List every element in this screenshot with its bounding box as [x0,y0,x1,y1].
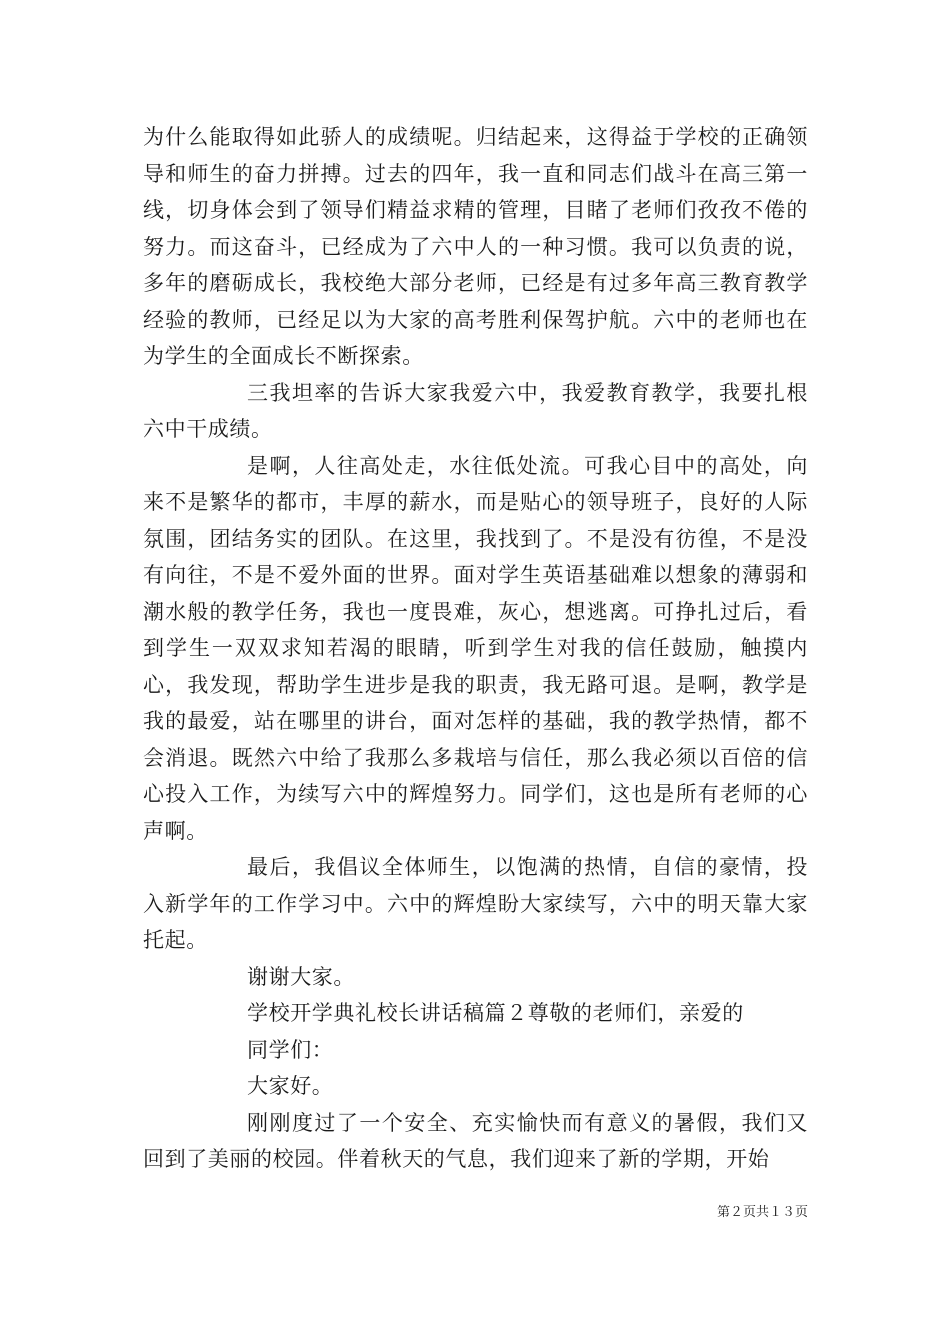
paragraph-5: 谢谢大家。 [247,964,355,989]
page-number-footer: 第２页共１３页 [716,1205,808,1220]
paragraph-7: 同学们： [247,1037,334,1062]
paragraph-9: 刚刚度过了一个安全、充实愉快而有意义的暑假，我们又回到了美丽的校园。伴着秋天的气息，我们迎来了新的学期，开始 [143,1110,808,1171]
document-body [143,119,808,1178]
paragraph-2: 三我坦率的告诉大家我爱六中，我爱教育教学，我要扎根六中干成绩。 [143,380,808,441]
paragraph-8: 大家好。 [247,1074,334,1098]
paragraph-6: 学校开学典礼校长讲话稿篇２尊敬的老师们，亲爱的 [247,1001,744,1025]
paragraph-1: 为什么能取得如此骄人的成绩呢。归结起来，这得益于学校的正确领导和师生的奋力拼搏。过去的四年，我一直和同志们战斗在高三第一线，切身体会到了领导们精益求精的管理，目睹了老师们孜孜不倦的努力。而这奋斗，已经成为了六中人的一种习惯。我可以负责的说，多年的磨砺成长，我校绝大部分老师，已经是有过多年高三教育教学经验的教师，已经足以为大家的高考胜利保驾护航。六中的老师也在为学生的全面成长不断探索。 [143,125,808,368]
paragraph-3: 是啊，人往高处走，水往低处流。可我心目中的高处，向来不是繁华的都市，丰厚的薪水，而是贴心的领导班子，良好的人际氛围，团结务实的团队。在这里，我找到了。不是没有彷徨，不是没有向往，不是不爱外面的世界。面对学生英语基础难以想象的薄弱和潮水般的教学任务，我也一度畏难，灰心，想逃离。可挣扎过后，看到学生一双双求知若渴的眼睛，听到学生对我的信任鼓励，触摸内心，我发现，帮助学生进步是我的职责，我无路可退。是啊，教学是我的最爱，站在哪里的讲台，面对怎样的基础，我的教学热情，都不会消退。既然六中给了我那么多栽培与信任，那么我必须以百倍的信心投入工作，为续写六中的辉煌努力。同学们，这也是所有老师的心声啊。 [143,453,808,843]
paragraph-4: 最后，我倡议全体师生，以饱满的热情，自信的豪情，投入新学年的工作学习中。六中的辉煌盼大家续写，六中的明天靠大家托起。 [143,855,808,952]
